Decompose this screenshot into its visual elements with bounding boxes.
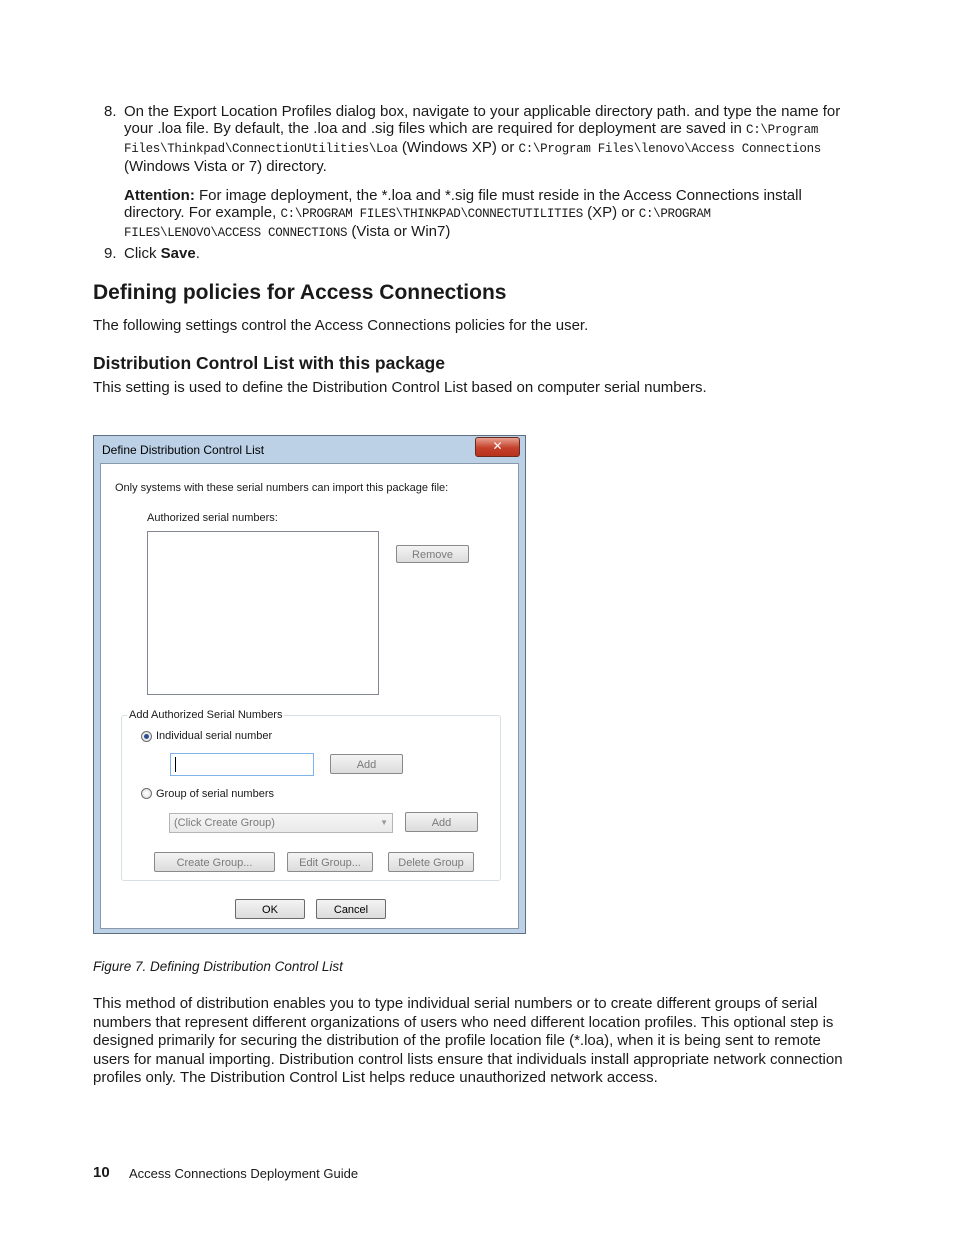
section-intro: The following settings control the Access Connections policies for the user. <box>93 317 589 334</box>
ok-button[interactable]: OK <box>235 899 305 919</box>
step-8-text-2: (Windows XP) or <box>397 139 519 156</box>
subsection-intro: This setting is used to define the Distribution Control List based on computer serial numbers. <box>93 379 707 396</box>
groupbox-title: Add Authorized Serial Numbers <box>129 709 283 721</box>
attention-text-1: For image deployment, the *.loa and *.sig file must reside in the Access Connections install directory. For example, <box>124 187 802 221</box>
step-9-end: . <box>195 245 200 262</box>
group-select[interactable] <box>169 813 393 833</box>
text-caret <box>175 757 176 772</box>
attention-label: Attention: <box>124 187 195 204</box>
edit-group-button[interactable]: Edit Group... <box>287 852 373 872</box>
step-8-text-1: On the Export Location Profiles dialog box, navigate to your applicable directory path. and type the name for your .loa file. By default, the .loa and .sig files which are required for deployment are saved in <box>124 103 841 137</box>
attention-text-3: (Vista or Win7) <box>347 223 451 240</box>
dialog-title: Define Distribution Control List <box>102 443 265 457</box>
footer-doc-title: Access Connections Deployment Guide <box>129 1166 359 1181</box>
step-8-path-vista: C:\Program Files\lenovo\Access Connections <box>518 142 821 156</box>
figure-caption: Figure 7. Defining Distribution Control List <box>93 959 343 974</box>
page-number: 10 <box>93 1164 110 1181</box>
individual-serial-label: Individual serial number <box>156 730 273 742</box>
attention-path-xp: C:\PROGRAM FILES\THINKPAD\CONNECTUTILITIES <box>280 207 583 221</box>
define-distribution-dialog <box>93 435 526 934</box>
add-group-button[interactable]: Add <box>405 812 478 832</box>
group-serial-radio[interactable] <box>141 788 152 799</box>
step-9-text <box>124 245 854 262</box>
dialog-instruction: Only systems with these serial numbers can import this package file: <box>115 482 449 494</box>
individual-serial-input[interactable] <box>170 753 314 776</box>
group-select-value: (Click Create Group) <box>174 817 275 829</box>
close-icon[interactable]: ✕ <box>475 437 520 457</box>
delete-group-button[interactable]: Delete Group <box>388 852 474 872</box>
remove-button[interactable]: Remove <box>396 545 469 563</box>
group-serial-label: Group of serial numbers <box>156 788 274 800</box>
step-8-number: 8. <box>104 103 117 120</box>
step-8-text <box>124 103 854 175</box>
add-individual-button[interactable]: Add <box>330 754 403 774</box>
attention-path-vista: C:\PROGRAM FILES\LENOVO\ACCESS CONNECTIONS <box>124 207 711 240</box>
subsection-heading: Distribution Control List with this package <box>93 353 445 373</box>
step-8-path-xp: C:\Program Files\Thinkpad\ConnectionUtilities\Loa <box>124 123 819 156</box>
step-9-save: Save <box>160 245 196 262</box>
create-group-button[interactable]: Create Group... <box>154 852 275 872</box>
step-9-text-1: Click <box>124 245 161 262</box>
body-paragraph: This method of distribution enables you to type individual serial numbers or to create different groups of serial numbers that represent different organizations of users who need different location profiles. This optional step is designed primarily for securing the distribution of the profile location file (*.loa), when it is being sent to remote users for manual importing. Distribution control lists ensure that individuals install appropriate network connection profiles only. The Distribution Control List helps reduce unauthorized network access. <box>93 995 843 1086</box>
authorized-list-label: Authorized serial numbers: <box>147 512 278 524</box>
chevron-down-icon: ▼ <box>380 818 388 827</box>
attention-text-2: (XP) or <box>582 204 639 221</box>
section-heading: Defining policies for Access Connections <box>93 281 507 304</box>
attention-note <box>124 187 854 242</box>
authorized-serials-list[interactable] <box>147 531 379 695</box>
step-9-number: 9. <box>104 245 117 262</box>
individual-serial-radio[interactable] <box>141 731 152 742</box>
dialog-client-area <box>100 463 519 929</box>
cancel-button[interactable]: Cancel <box>316 899 386 919</box>
step-8-text-3: (Windows Vista or 7) directory. <box>124 158 327 175</box>
